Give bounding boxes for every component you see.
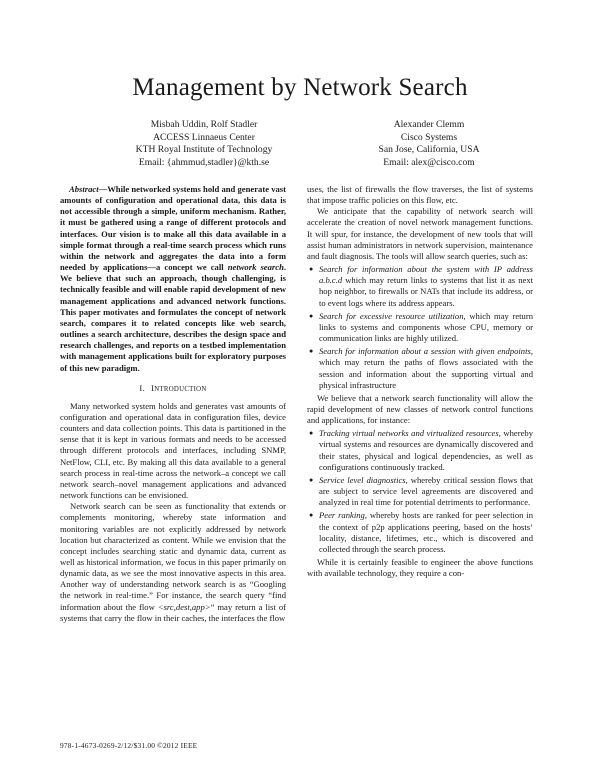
bullet-icon: ●: [309, 311, 314, 320]
left-column: [60, 184, 286, 624]
believe-paragraph: We believe that a network search functionality will allow the rapid development of new classes of network control functions and applications, for instance:: [307, 392, 533, 426]
list-item: [307, 311, 533, 344]
abstract-text: . We believe that such an approach, though challenging, is technically feasible and will enable rapid development of new management applications and advanced network functions. This paper motivates and formulates the concept of network search, compares it to related concepts like web search, outlines a search architecture, describes the design space and research challenges, and reports on a testbed implementation with management applications built for exploratory purposes of this new paradigm.: [60, 262, 286, 373]
section-title-initial: I: [151, 382, 155, 393]
paper-title: Management by Network Search: [132, 74, 468, 101]
item-text: , whereby virtual systems and resources are dynamically discovered and their states, physical and logical dependencies, as well as configurations continuously tracked.: [319, 428, 533, 472]
item-lead: Service level diagnostics: [319, 474, 406, 485]
intro-paragraph-1: Many networked system holds and generates vast amounts of configuration and operational data in configuration files, device counters and data collection points. This data is partitioned in the sense that it is kept in various formats and needs to be accessed through different protocols and interfaces, including SNMP, NetFlow, CLI, etc. By making all this data available to a general search process in real-time across the network–a concept we call network search–novel management applications and advanced network functions can be envisioned.: [60, 400, 286, 501]
item-text: , whereby critical session flows that are subject to service level agreements are discovered and analyzed in real time for potential detriments to performance.: [319, 474, 533, 508]
list-item: [307, 475, 533, 508]
item-lead: Search for information about the system with IP address: [319, 264, 533, 275]
item-text: which may return links to systems that list it as next hop neighbor, to firewalls or NATs that include its address, or to event logs where its address appears.: [319, 275, 533, 308]
section-title-rest: NTRODUCTION: [154, 385, 207, 393]
abstract: [60, 184, 286, 374]
abstract-label: Abstract: [69, 184, 99, 194]
item-lead: Tracking virtual networks and virtualized resources: [319, 428, 499, 439]
bullet-icon: ●: [309, 347, 314, 356]
affiliation-line: KTH Royal Institute of Technology: [135, 144, 273, 156]
bullet-icon: ●: [309, 511, 314, 520]
abstract-text: —While networked systems hold and generate vast amounts of configuration and operational data, this data is not accessible through a simple, uniform mechanism. Rather, it must be gathered using a range of different protocols and interfaces. Our vision is to make all this data available in a simple format through a real-time search process which runs within the network and aggregates the data into a form needed by applications—a concept we call: [60, 184, 286, 273]
final-paragraph: While it is certainly feasible to engineer the above functions with available technology, they require a con-: [307, 557, 533, 579]
author-names: Misbah Uddin, Rolf Stadler: [150, 119, 258, 130]
item-lead: Search for excessive resource utilization: [319, 310, 464, 321]
bullet-icon: ●: [309, 429, 314, 438]
item-lead: Search for information about a session with given endpoints: [319, 346, 531, 357]
bullet-icon: ●: [309, 475, 314, 484]
flow-tuple: <src,dest,app>: [157, 601, 211, 612]
paragraph-text: Network search can be seen as functionality that extends or complements monitoring, whereby state information and monitoring variables are not explicitly addressed by network location but characterized as content. While we envision that the concept includes searching static and dynamic data, current as well as historical information, we focus in this paper primarily on dynamic data, as we see the most innovative aspects in this area. Another way of understanding network search is as “Googling the network in real-time.” For instance, the search query “find information about the flow: [60, 501, 286, 612]
list-item: [307, 346, 533, 391]
author-email: Email: {ahmmud,stadler}@kth.se: [138, 156, 270, 168]
intro-paragraph-2: [60, 501, 286, 624]
anticipate-paragraph: We anticipate that the capability of network search will accelerate the creation of novel network management functions. It will spur, for instance, the development of new tools that will assist human administrators in network supervision, maintenance and fault diagnosis. The tools will allow search queries, such as:: [307, 206, 533, 261]
item-text: , which may return links to systems and components whose CPU, memory or communication links are highly utilized.: [319, 310, 533, 344]
section-number: I.: [139, 382, 146, 393]
author-names: Alexander Clemm: [393, 119, 465, 130]
list-item: [307, 428, 533, 473]
item-address: a.b.c.d: [319, 275, 343, 286]
list-item: [307, 510, 533, 555]
section-heading: [60, 383, 286, 395]
application-list: [307, 428, 533, 555]
item-text: , which may return the paths of flows associated with the session and information about the supporting virtual and physical infrastructure: [319, 346, 533, 390]
affiliation-line: ACCESS Linnaeus Center: [153, 131, 255, 143]
list-item: [307, 264, 533, 309]
copyright-footer: 978-1-4673-0269-2/12/$31.00 ©2012 IEEE: [60, 741, 198, 750]
author-block-2: [314, 119, 544, 169]
continued-paragraph: uses, the list of firewalls the flow traverses, the list of systems that impose traffic policies on this flow, etc.: [307, 184, 533, 206]
item-lead: Peer ranking: [319, 510, 365, 521]
right-column: [307, 184, 533, 579]
paragraph-text: ” may return a list of systems that carry the flow in their caches, the interfaces the flow: [60, 601, 286, 623]
item-text: , whereby hosts are ranked for peer selection in the context of p2p applications peering, based on the hosts’ locality, distance, lifetimes, etc., which is discovered and collected through the search process.: [319, 510, 533, 554]
author-block-1: [89, 119, 319, 169]
affiliation-line: Cisco Systems: [400, 131, 458, 143]
bullet-icon: ●: [309, 265, 314, 274]
affiliation-line: San Jose, California, USA: [378, 144, 480, 156]
query-list: [307, 264, 533, 391]
author-email: Email: alex@cisco.com: [383, 156, 475, 168]
abstract-keyword: network search: [227, 262, 284, 273]
